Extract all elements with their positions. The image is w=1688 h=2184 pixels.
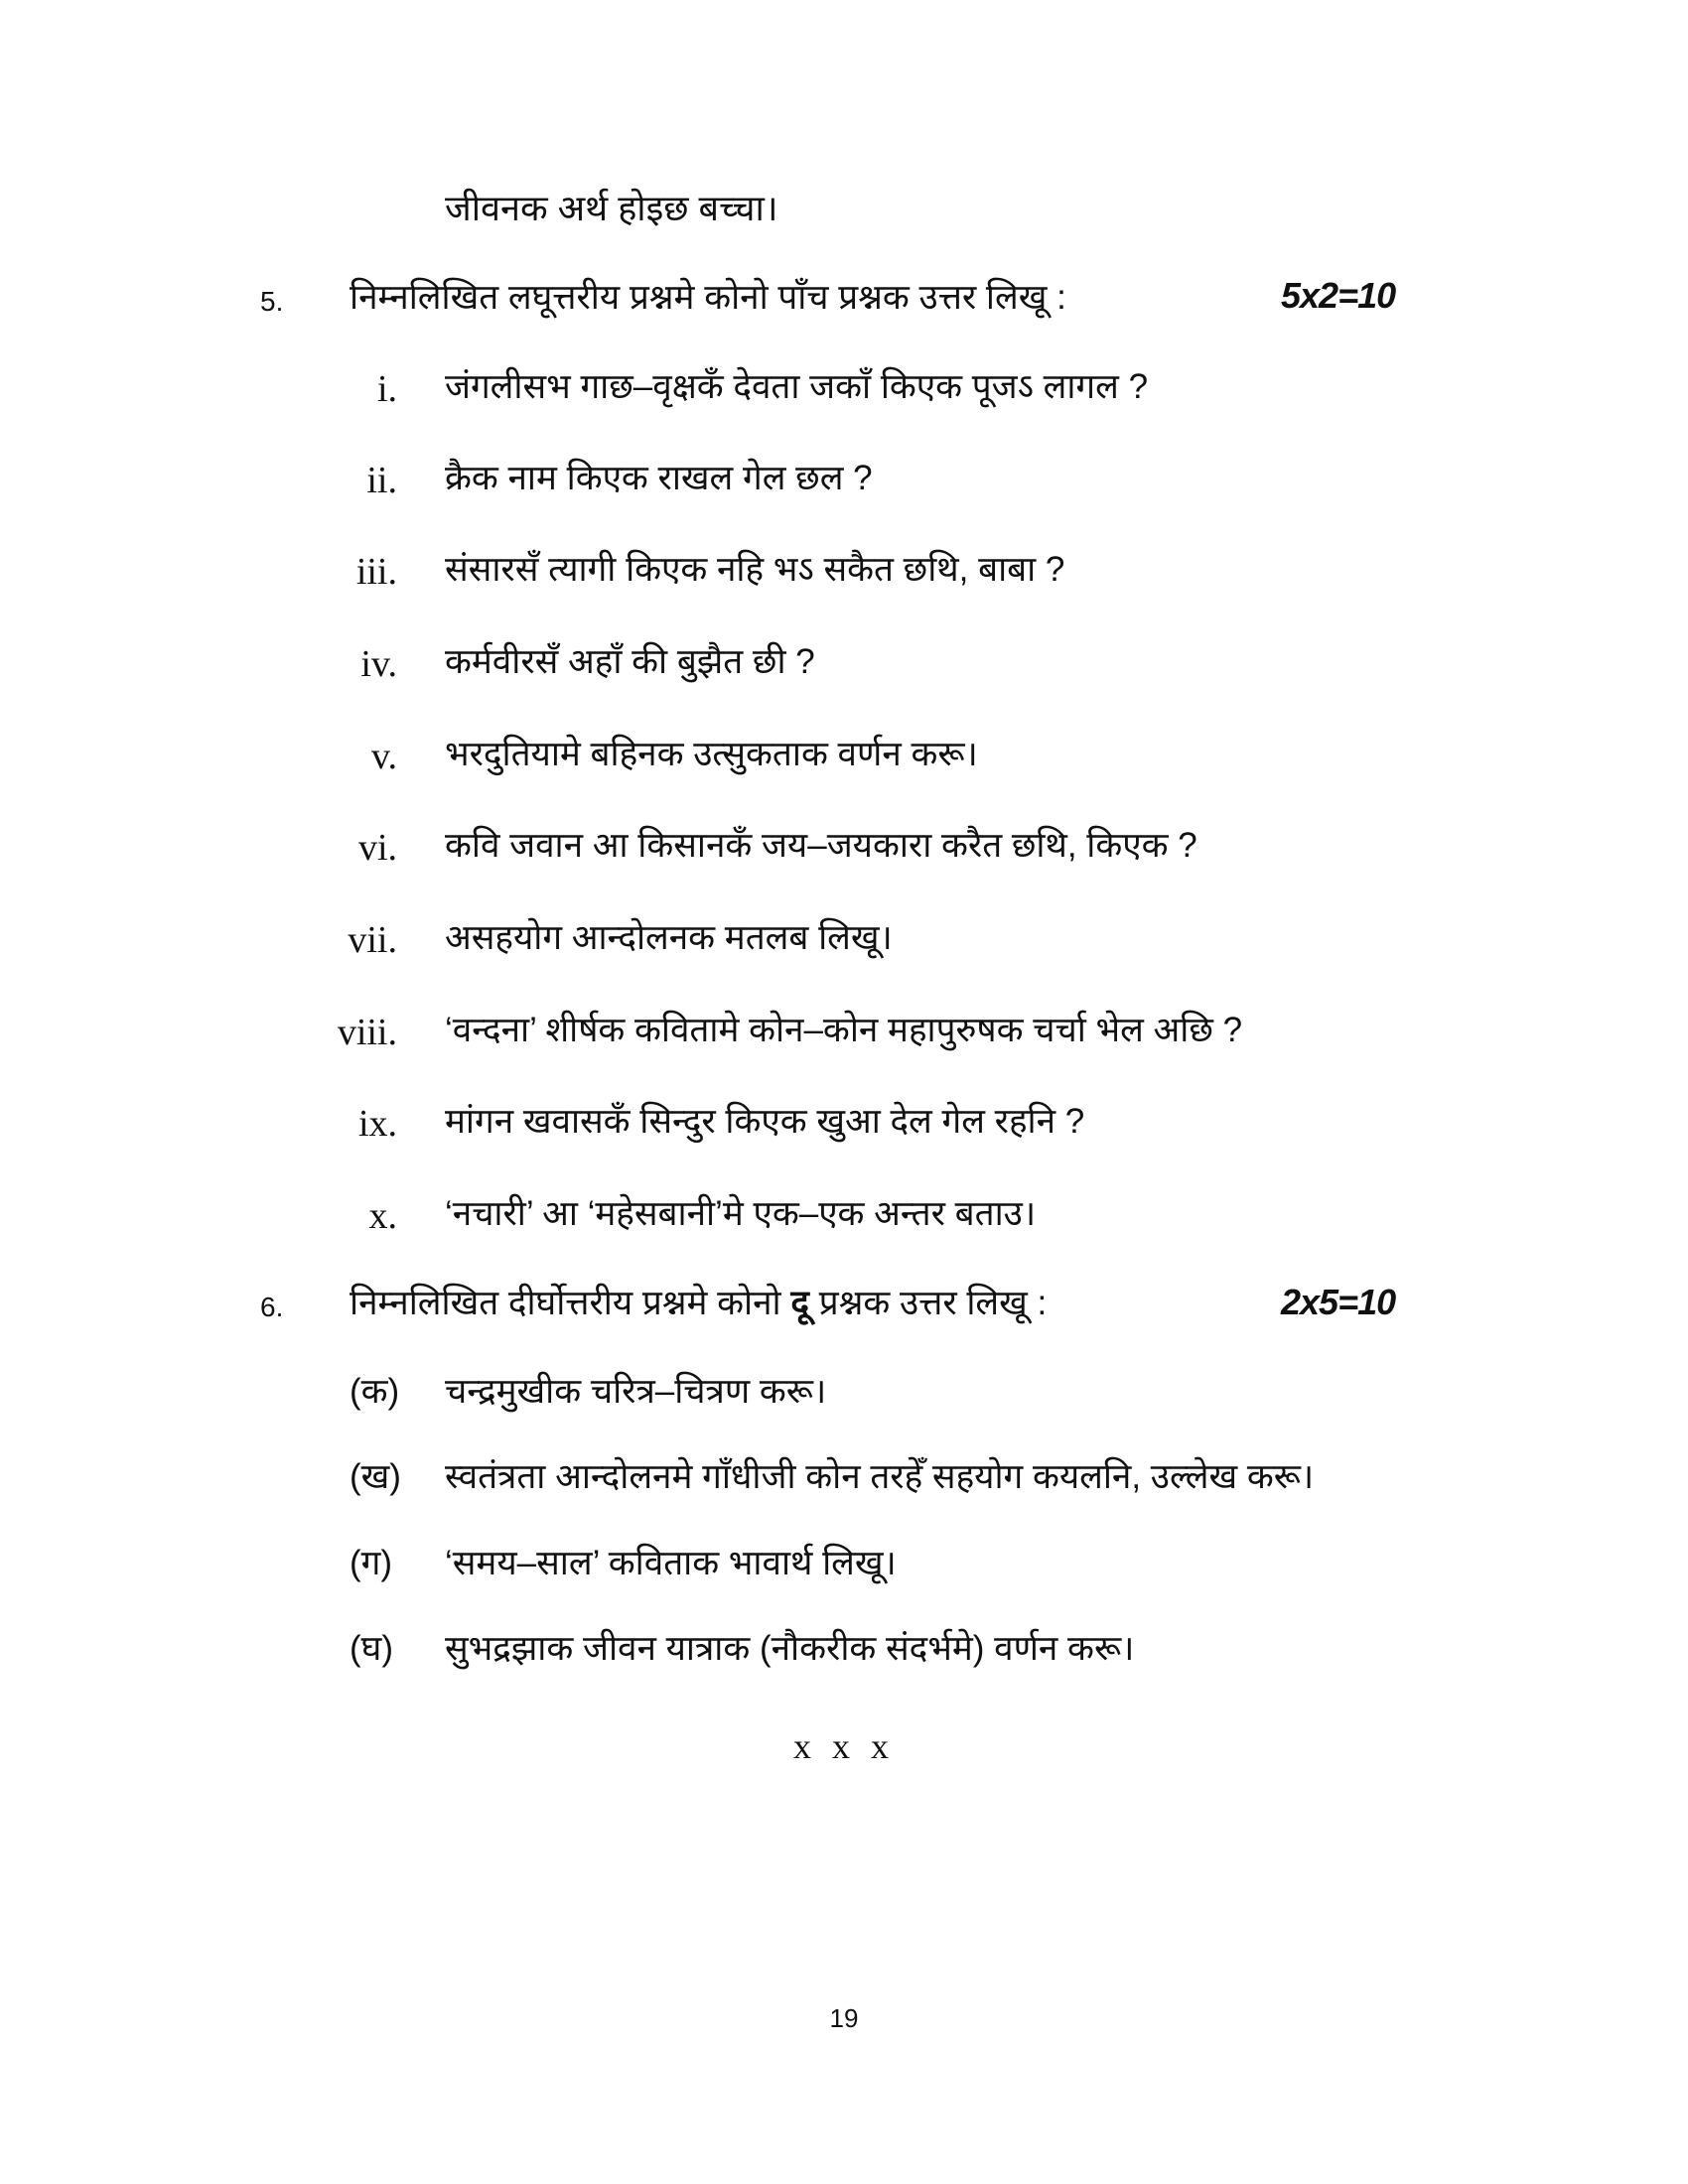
item-label: ii.: [366, 460, 397, 501]
item-label: iv.: [360, 643, 397, 685]
list-item: असहयोग आन्दोलनक मतलब लिखू।: [445, 918, 893, 957]
item-label: (घ): [350, 1629, 393, 1668]
list-item: कर्मवीरसँ अहाँ की बुझैत छी ?: [445, 642, 815, 681]
item-label: iii.: [355, 551, 397, 593]
prompt-part: प्रश्नक उत्तर लिखू :: [818, 1284, 1048, 1322]
prompt-emphasis: दू: [790, 1284, 809, 1322]
list-item: जंगलीसभ गाछ–वृक्षकँ देवता जकाँ किएक पूजऽ लागल ?: [445, 367, 1149, 406]
list-item: भरदुतियामे बहिनक उत्सुकताक वर्णन करू।: [445, 735, 978, 773]
list-item: क्रैक नाम किएक राखल गेल छल ?: [445, 459, 873, 497]
page-number: 19: [829, 2003, 859, 2033]
continuation-line: जीवनक अर्थ होइछ बच्चा।: [445, 188, 778, 228]
item-label: i.: [376, 368, 397, 410]
list-item: ‘समय–साल’ कविताक भावार्थ लिखू।: [445, 1544, 897, 1582]
item-label: viii.: [337, 1012, 397, 1053]
item-label: x.: [368, 1195, 397, 1237]
list-item: कवि जवान आ किसानकँ जय–जयकारा करैत छथि, किएक ?: [445, 826, 1197, 865]
item-label: v.: [370, 736, 397, 777]
list-item: चन्द्रमुखीक चरित्र–चित्रण करू।: [445, 1372, 827, 1411]
item-label: vi.: [357, 827, 397, 869]
question-number: 6.: [260, 1292, 284, 1322]
list-item: संसारसँ त्यागी किएक नहि भऽ सकैत छथि, बाबा ?: [445, 550, 1065, 589]
item-label: ix.: [357, 1103, 397, 1145]
question-prompt: निम्नलिखित लघूत्तरीय प्रश्नमे कोनो पाँच प्रश्नक उत्तर लिखू :: [350, 278, 1066, 317]
item-label: (ख): [350, 1457, 401, 1496]
list-item: स्वतंत्रता आन्दोलनमे गाँधीजी कोन तरहेँ सहयोग कयलनि, उल्लेख करू।: [445, 1457, 1315, 1496]
item-label: (ग): [350, 1544, 393, 1582]
item-label: vii.: [348, 919, 397, 961]
question-prompt: [350, 1282, 1047, 1325]
list-item: ‘वन्दना’ शीर्षक कवितामे कोन–कोन महापुरुषक चर्चा भेल अछि ?: [445, 1011, 1243, 1049]
question-marks: 2x5=10: [1281, 1282, 1396, 1322]
list-item: सुभद्रझाक जीवन यात्राक (नौकरीक संदर्भमे) वर्णन करू।: [445, 1629, 1135, 1668]
list-item: मांगन खवासकँ सिन्दुर किएक खुआ देल गेल रहनि ?: [445, 1102, 1085, 1141]
end-of-paper-mark: x x x: [793, 1726, 895, 1766]
question-marks: 5x2=10: [1281, 275, 1396, 316]
list-item: ‘नचारी’ आ ‘महेसबानी’मे एक–एक अन्तर बताउ।: [445, 1194, 1037, 1233]
item-label: (क): [350, 1372, 400, 1411]
prompt-part: निम्नलिखित दीर्घोत्तरीय प्रश्नमे कोनो: [350, 1284, 781, 1322]
question-number: 5.: [260, 286, 284, 317]
